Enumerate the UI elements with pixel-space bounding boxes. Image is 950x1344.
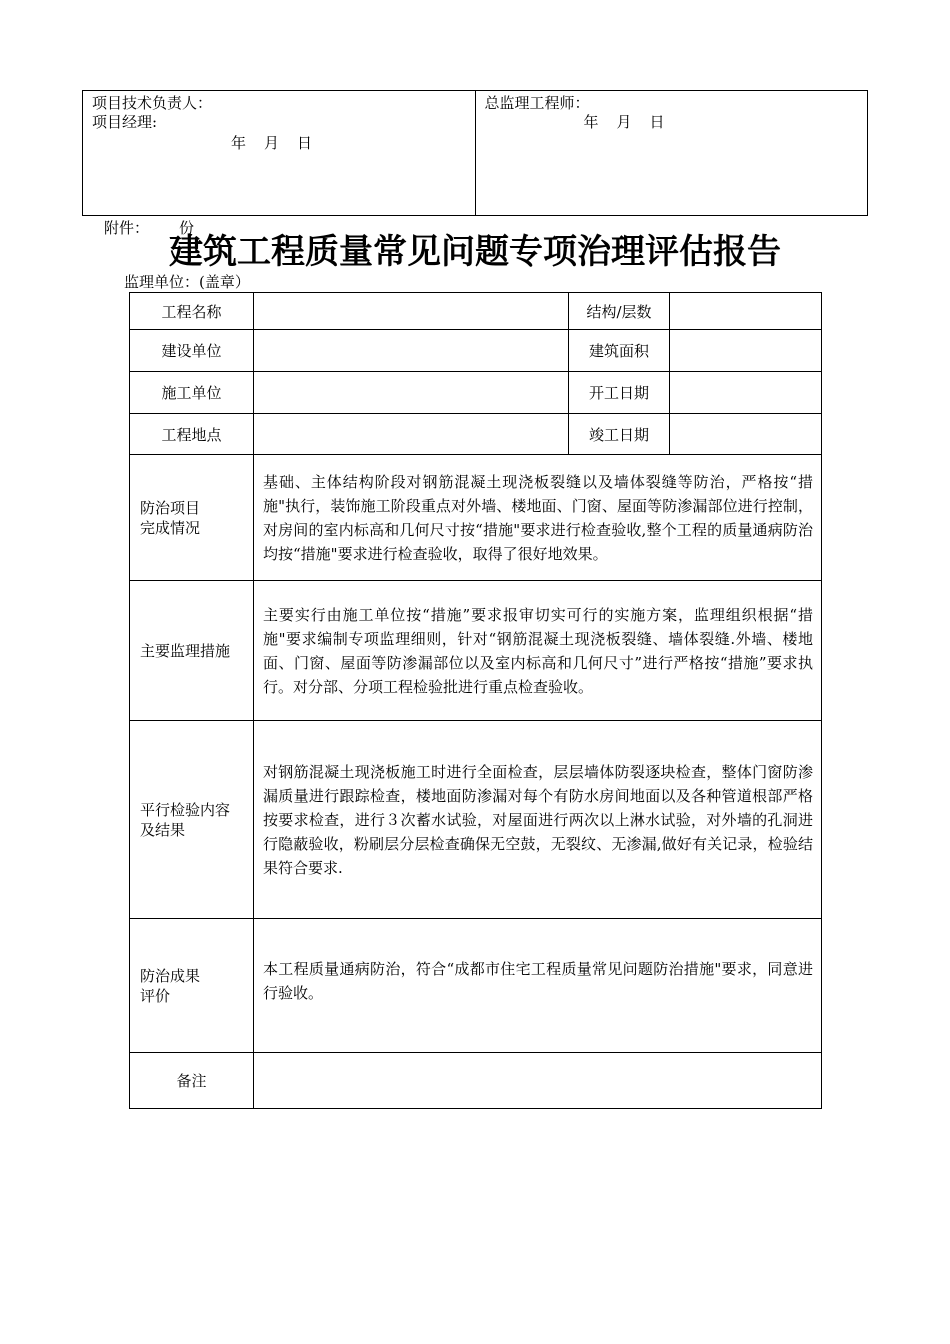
attachment-unit: 份 (179, 219, 195, 237)
report-title: 建筑工程质量常见问题专项治理评估报告 (169, 232, 781, 272)
building-area-value[interactable] (670, 330, 822, 372)
parallel-inspection-label: 平行检验内容 及结果 (130, 721, 254, 919)
left-date (231, 134, 330, 152)
project-name-value[interactable] (254, 293, 569, 330)
remarks-label: 备注 (130, 1053, 254, 1109)
attachment-label: 附件： (104, 219, 150, 237)
day-char: 日 (297, 134, 313, 152)
table-row (130, 919, 822, 1053)
completion-date-value[interactable] (670, 414, 822, 455)
table-row (130, 581, 822, 721)
evaluation-text: 本工程质量通病防治，符合“成都市住宅工程质量常见问题防治措施"要求，同意进行验收。 (254, 919, 822, 1053)
table-row (130, 414, 822, 455)
chief-supervisor-label: 总监理工程师： (484, 94, 590, 112)
prevention-completion-label: 防治项目 完成情况 (130, 455, 254, 581)
structure-floors-value[interactable] (670, 293, 822, 330)
right-date (584, 113, 683, 131)
year-char: 年 (583, 113, 599, 131)
completion-date-label: 竣工日期 (569, 414, 670, 455)
table-row (130, 455, 822, 581)
start-date-value[interactable] (670, 372, 822, 414)
day-char: 日 (649, 113, 665, 131)
table-row (130, 293, 822, 330)
table-row (130, 330, 822, 372)
month-char: 月 (616, 113, 632, 131)
signature-left (83, 91, 475, 215)
signature-block (82, 90, 868, 216)
table-row (130, 1053, 822, 1109)
month-char: 月 (264, 134, 280, 152)
construction-unit-label: 建设单位 (130, 330, 254, 372)
table-row (130, 372, 822, 414)
main-measures-label: 主要监理措施 (130, 581, 254, 721)
evaluation-label: 防治成果 评价 (130, 919, 254, 1053)
signature-right (475, 91, 868, 215)
structure-floors-label: 结构/层数 (569, 293, 670, 330)
year-char: 年 (231, 134, 247, 152)
parallel-inspection-text: 对钢筋混凝土现浇板施工时进行全面检查，层层墙体防裂逐块检查，整体门窗防渗漏质量进行跟踪检查，楼地面防渗漏对每个有防水房间地面以及各种管道根部严格按要求检查，进行３次蓄水试验，对屋面进行两次以上淋水试验，对外墙的孔洞进行隐蔽验收，粉刷层分层检查确保无空鼓，无裂纹、无渗漏,做好有关记录，检验结果符合要求. (254, 721, 822, 919)
tech-lead-label: 项目技术负责人： (92, 94, 213, 112)
start-date-label: 开工日期 (569, 372, 670, 414)
supervision-unit-label: 监理单位：(盖章） (124, 273, 250, 291)
building-area-label: 建筑面积 (569, 330, 670, 372)
construction-unit-value[interactable] (254, 330, 569, 372)
project-location-value[interactable] (254, 414, 569, 455)
builder-unit-label: 施工单位 (130, 372, 254, 414)
project-name-label: 工程名称 (130, 293, 254, 330)
main-measures-text: 主要实行由施工单位按“措施”要求报审切实可行的实施方案，监理组织根据“措施"要求编制专项监理细则，针对“钢筋混凝土现浇板裂缝、墙体裂缝.外墙、楼地面、门窗、屋面等防渗漏部位以及室内标高和几何尺寸”进行严格按“措施”要求执行。对分部、分项工程检验批进行重点检查验收。 (254, 581, 822, 721)
prevention-completion-text: 基础、主体结构阶段对钢筋混凝土现浇板裂缝以及墙体裂缝等防治，严格按“措施"执行，装饰施工阶段重点对外墙、楼地面、门窗、屋面等防渗漏部位进行控制，对房间的室内标高和几何尺寸按“措施"要求进行检查验收,整个工程的质量通病防治均按“措施"要求进行检查验收，取得了很好地效果。 (254, 455, 822, 581)
table-row (130, 721, 822, 919)
project-location-label: 工程地点 (130, 414, 254, 455)
project-manager-label: 项目经理: (92, 113, 158, 131)
builder-unit-value[interactable] (254, 372, 569, 414)
evaluation-table (129, 292, 822, 1109)
remarks-value[interactable] (254, 1053, 822, 1109)
